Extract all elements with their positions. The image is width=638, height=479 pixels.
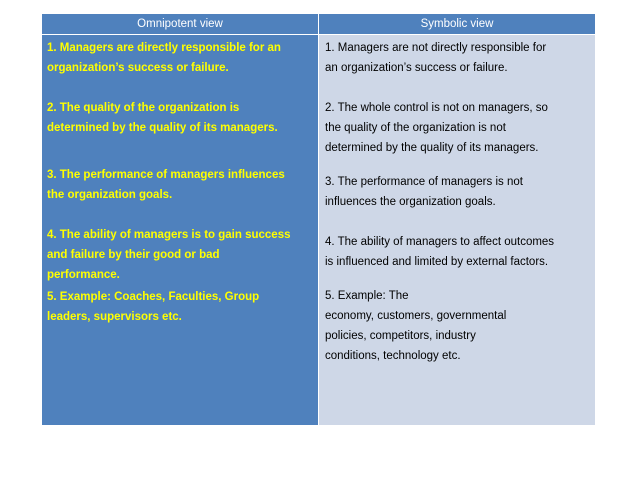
- text-line: economy, customers, governmental: [325, 310, 507, 322]
- text-line: organization’s success or failure.: [47, 62, 229, 74]
- symbolic-point-5: [325, 286, 589, 366]
- omnipotent-point-4: [47, 225, 312, 285]
- content-row: [42, 35, 596, 426]
- text-line: determined by the quality of its managers.: [47, 122, 278, 134]
- text-line: 3. The performance of managers is not: [325, 176, 523, 188]
- omnipotent-point-2: [47, 98, 312, 138]
- text-line: 1. Managers are directly responsible for an: [47, 42, 281, 54]
- omnipotent-column: [42, 35, 319, 426]
- text-line: leaders, supervisors etc.: [47, 311, 182, 323]
- text-line: policies, competitors, industry: [325, 330, 476, 342]
- text-line: 2. The whole control is not on managers, so: [325, 102, 548, 114]
- symbolic-column: [319, 35, 596, 426]
- symbolic-point-4: [325, 232, 589, 272]
- text-line: 5. Example: Coaches, Faculties, Group: [47, 291, 260, 303]
- omnipotent-point-5: [47, 287, 312, 327]
- text-line: determined by the quality of its managers.: [325, 142, 539, 154]
- text-line: the organization goals.: [47, 189, 173, 201]
- omnipotent-point-3: [47, 165, 312, 205]
- comparison-table: [41, 13, 596, 426]
- symbolic-point-3: [325, 172, 589, 212]
- text-line: 4. The ability of managers to affect outcomes: [325, 236, 555, 248]
- text-line: is influenced and limited by external factors.: [325, 256, 549, 268]
- header-row: [42, 14, 596, 35]
- text-line: influences the organization goals.: [325, 196, 496, 208]
- text-line: an organization’s success or failure.: [325, 62, 508, 74]
- text-line: performance.: [47, 269, 120, 281]
- symbolic-point-2: [325, 98, 589, 158]
- symbolic-point-1: [325, 38, 589, 78]
- text-line: 4. The ability of managers is to gain success: [47, 229, 291, 241]
- text-line: 1. Managers are not directly responsible for: [325, 42, 547, 54]
- omnipotent-point-1: [47, 38, 312, 78]
- text-line: and failure by their good or bad: [47, 249, 220, 261]
- header-omnipotent-view: Omnipotent view: [42, 14, 319, 35]
- text-line: conditions, technology etc.: [325, 350, 461, 362]
- text-line: the quality of the organization is not: [325, 122, 506, 134]
- text-line: 3. The performance of managers influences: [47, 169, 285, 181]
- text-line: 2. The quality of the organization is: [47, 102, 240, 114]
- text-line: 5. Example: The: [325, 290, 409, 302]
- header-symbolic-view: Symbolic view: [319, 14, 596, 35]
